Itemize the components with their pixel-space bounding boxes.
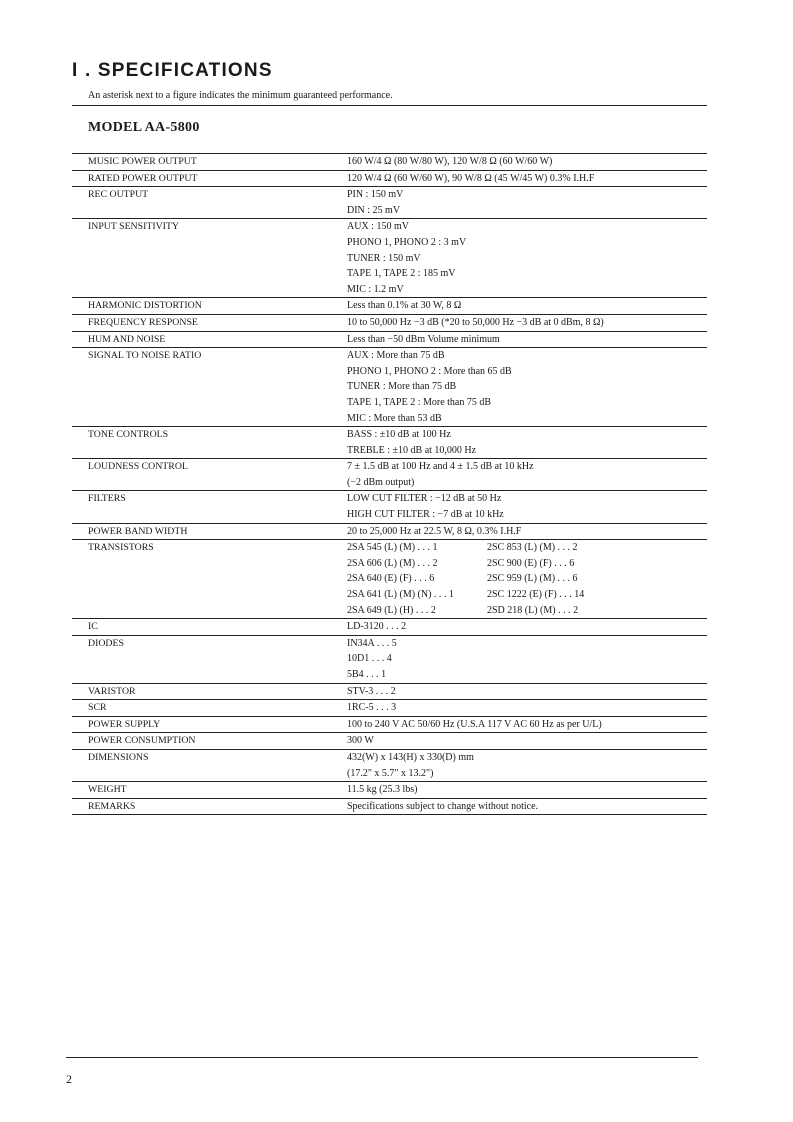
spec-row — [72, 219, 707, 298]
spec-value-line: 2SA 641 (L) (M) (N) . . . 1 — [347, 589, 454, 601]
spec-label: VARISTOR — [72, 683, 341, 700]
spec-value-line: 120 W/4 Ω (60 W/60 W), 90 W/8 Ω (45 W/45 W) 0.3% I.H.F — [347, 172, 595, 184]
spec-value-line: 2SA 649 (L) (H) . . . 2 — [347, 604, 436, 616]
spec-value — [341, 749, 707, 781]
spec-row — [72, 348, 707, 427]
spec-label: WEIGHT — [72, 782, 341, 799]
spec-label: HUM AND NOISE — [72, 331, 341, 348]
spec-label: RATED POWER OUTPUT — [72, 170, 341, 187]
divider-bottom — [66, 1057, 698, 1058]
spec-value-line: LOW CUT FILTER : −12 dB at 50 Hz — [347, 493, 502, 505]
spec-row — [72, 331, 707, 348]
spec-value — [341, 523, 707, 540]
spec-label: FREQUENCY RESPONSE — [72, 314, 341, 331]
model-heading: MODEL AA-5800 — [88, 120, 200, 135]
spec-label: SCR — [72, 700, 341, 717]
spec-value-line: 100 to 240 V AC 50/60 Hz (U.S.A 117 V AC 60 Hz as per U/L) — [347, 718, 602, 730]
spec-value — [341, 683, 707, 700]
spec-value — [341, 348, 707, 427]
spec-value — [341, 427, 707, 459]
spec-row — [72, 716, 707, 733]
spec-value — [341, 314, 707, 331]
spec-label: SIGNAL TO NOISE RATIO — [72, 348, 341, 427]
spec-value-line: PIN : 150 mV — [347, 189, 404, 201]
spec-label: REC OUTPUT — [72, 187, 341, 219]
spec-value-line: TREBLE : ±10 dB at 10,000 Hz — [347, 444, 477, 456]
spec-row — [72, 298, 707, 315]
spec-row — [72, 700, 707, 717]
spec-row — [72, 491, 707, 523]
spec-value — [341, 187, 707, 219]
spec-label: TRANSISTORS — [72, 540, 341, 619]
spec-value — [341, 635, 707, 683]
spec-value — [341, 733, 707, 750]
spec-row — [72, 733, 707, 750]
spec-value-line: MIC : More than 53 dB — [347, 412, 442, 424]
spec-label: DIMENSIONS — [72, 749, 341, 781]
spec-value-line: 2SA 640 (E) (F) . . . 6 — [347, 573, 435, 585]
spec-label: POWER CONSUMPTION — [72, 733, 341, 750]
spec-row — [72, 523, 707, 540]
spec-value — [341, 716, 707, 733]
spec-label: IC — [72, 619, 341, 636]
spec-value-line: HIGH CUT FILTER : −7 dB at 10 kHz — [347, 509, 504, 521]
spec-value-line: MIC : 1.2 mV — [347, 283, 404, 295]
spec-value — [341, 154, 707, 171]
spec-value-line: PHONO 1, PHONO 2 : 3 mV — [347, 236, 467, 248]
spec-value-line: PHONO 1, PHONO 2 : More than 65 dB — [347, 365, 512, 377]
spec-row — [72, 170, 707, 187]
spec-value-line: 2SA 545 (L) (M) . . . 1 — [347, 542, 438, 554]
spec-value-line: 2SA 606 (L) (M) . . . 2 — [347, 557, 438, 569]
spec-value-line: TUNER : 150 mV — [347, 252, 421, 264]
spec-row — [72, 749, 707, 781]
spec-row — [72, 314, 707, 331]
spec-value-line: TAPE 1, TAPE 2 : 185 mV — [347, 268, 456, 280]
spec-value-line: TUNER : More than 75 dB — [347, 381, 457, 393]
spec-value-line: STV-3 . . . 2 — [347, 685, 396, 697]
spec-value-line: AUX : 150 mV — [347, 221, 409, 233]
spec-row — [72, 540, 707, 619]
spec-row — [72, 427, 707, 459]
spec-label: DIODES — [72, 635, 341, 683]
spec-value-line: 2SD 218 (L) (M) . . . 2 — [487, 604, 579, 616]
spec-row — [72, 683, 707, 700]
spec-value — [341, 700, 707, 717]
spec-value-line: LD-3120 . . . 2 — [347, 621, 407, 633]
spec-label: POWER BAND WIDTH — [72, 523, 341, 540]
spec-value-line: IN34A . . . 5 — [347, 637, 397, 649]
spec-row — [72, 459, 707, 491]
spec-row — [72, 154, 707, 171]
spec-value-line: 2SC 853 (L) (M) . . . 2 — [487, 542, 578, 554]
spec-value — [341, 540, 707, 619]
spec-value-line: 10D1 . . . 4 — [347, 653, 392, 665]
spec-value-line: 7 ± 1.5 dB at 100 Hz and 4 ± 1.5 dB at 10 kHz — [347, 461, 534, 473]
spec-label: TONE CONTROLS — [72, 427, 341, 459]
spec-value-line: Specifications subject to change without notice. — [347, 800, 539, 812]
spec-value-line: (−2 dBm output) — [347, 476, 415, 488]
spec-value — [341, 219, 707, 298]
spec-label: HARMONIC DISTORTION — [72, 298, 341, 315]
spec-value — [341, 782, 707, 799]
spec-label: MUSIC POWER OUTPUT — [72, 154, 341, 171]
section-title: I . SPECIFICATIONS — [72, 60, 273, 81]
spec-value-line: 5B4 . . . 1 — [347, 669, 387, 680]
spec-value-line: BASS : ±10 dB at 100 Hz — [347, 429, 451, 441]
spec-value-line: 10 to 50,000 Hz −3 dB (*20 to 50,000 Hz −3 dB at 0 dBm, 8 Ω) — [347, 316, 604, 328]
spec-row — [72, 619, 707, 636]
spec-value-line: 2SC 1222 (E) (F) . . . 14 — [487, 589, 585, 601]
spec-value — [341, 619, 707, 636]
spec-label: LOUDNESS CONTROL — [72, 459, 341, 491]
spec-value-line: 2SC 959 (L) (M) . . . 6 — [487, 573, 578, 585]
spec-value — [341, 298, 707, 315]
spec-value — [341, 798, 707, 815]
spec-value-line: 11.5 kg (25.3 lbs) — [347, 784, 418, 796]
spec-value-line: Less than −50 dBm Volume minimum — [347, 333, 500, 345]
spec-label: INPUT SENSITIVITY — [72, 219, 341, 298]
spec-value-line: 1RC-5 . . . 3 — [347, 702, 397, 714]
spec-label: POWER SUPPLY — [72, 716, 341, 733]
spec-label: REMARKS — [72, 798, 341, 815]
page-number: 2 — [66, 1072, 72, 1086]
spec-value — [341, 331, 707, 348]
intro-note: An asterisk next to a figure indicates the minimum guaranteed performance. — [88, 90, 393, 101]
spec-value-line: 160 W/4 Ω (80 W/80 W), 120 W/8 Ω (60 W/60 W) — [347, 156, 553, 167]
spec-value-line: DIN : 25 mV — [347, 204, 401, 216]
spec-value-line: 432(W) x 143(H) x 330(D) mm — [347, 751, 474, 763]
spec-label: FILTERS — [72, 491, 341, 523]
spec-value-line: 2SC 900 (E) (F) . . . 6 — [487, 557, 575, 569]
spec-value-line: AUX : More than 75 dB — [347, 350, 445, 362]
spec-value-line: (17.2" x 5.7" x 13.2") — [347, 767, 434, 779]
spec-value-line: Less than 0.1% at 30 W, 8 Ω — [347, 300, 462, 312]
spec-row — [72, 187, 707, 219]
spec-value — [341, 491, 707, 523]
spec-value — [341, 170, 707, 187]
transistor-list — [347, 540, 707, 618]
divider-top — [72, 105, 707, 106]
spec-value-line: TAPE 1, TAPE 2 : More than 75 dB — [347, 396, 492, 408]
spec-row — [72, 782, 707, 799]
spec-row — [72, 635, 707, 683]
spec-value-line: 20 to 25,000 Hz at 22.5 W, 8 Ω, 0.3% I.H.F — [347, 525, 522, 537]
spec-row — [72, 798, 707, 815]
spec-value-line: 300 W — [347, 735, 374, 747]
spec-value — [341, 459, 707, 491]
spec-table — [72, 153, 707, 815]
